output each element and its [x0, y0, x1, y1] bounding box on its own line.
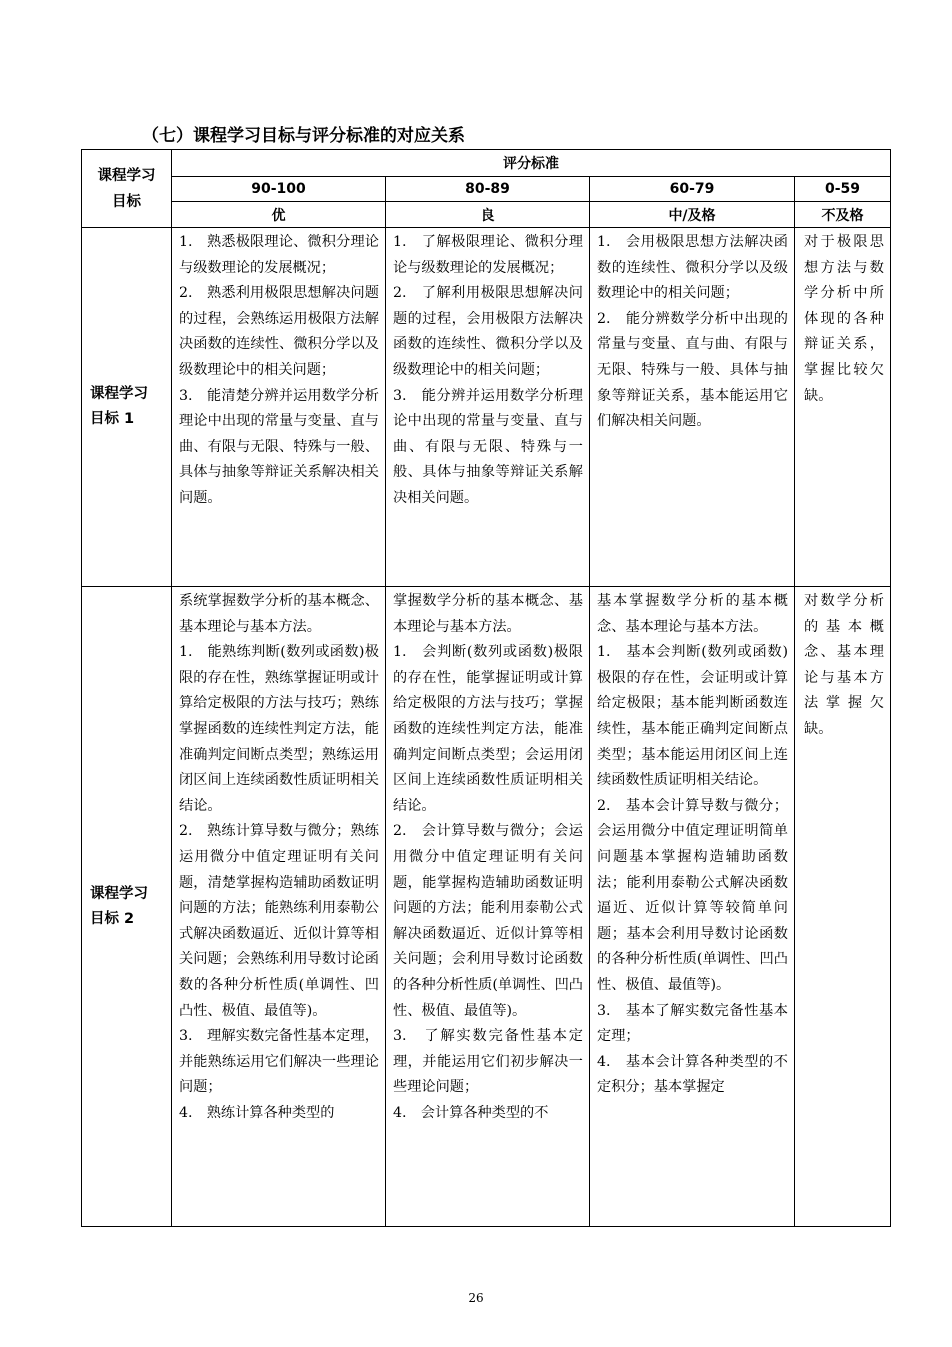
- good-cell: 掌握数学分析的基本概念、基本理论与基本方法。 1. 会判断(数列或函数)极限的存在性，能掌握证明或计算给定极限的方法与技巧；掌握函数的连续性判定方法，能准确判定间断点类型；会运用闭区间上连续函数性质证明相关结论。 2. 会计算导数与微分；会运用微分中值定理证明有关问题，能掌握构造辅助函数证明问题的方法；能利用泰勒公式解决函数逼近、近似计算等相关问题；会利用导数讨论函数的各种分析性质(单调性、凹凸性、极值、最值等)。 3. 了解实数完备性基本定理，并能运用它们初步解决一些理论问题； 4. 会计算各种类型的不: [386, 587, 590, 1227]
- grade-fail: 不及格: [795, 202, 891, 228]
- table-row: [82, 228, 891, 587]
- goal-column-header: 课程学习目标: [82, 150, 172, 228]
- goal-criteria-table: [81, 149, 891, 1227]
- fail-cell: 对数学分析的基本概念、基本理论与基本方法掌握欠缺。: [795, 587, 891, 1227]
- goal-label: 课程学习目标 2: [82, 587, 172, 1227]
- range-pass: 60-79: [590, 177, 795, 202]
- fail-cell: 对于极限思想方法与数学分析中所体现的各种辩证关系，掌握比较欠缺。: [795, 228, 891, 587]
- good-cell: 1. 了解极限理论、微积分理论与级数理论的发展概况； 2. 了解利用极限思想解决问题的过程，会用极限方法解决函数的连续性、微积分学以及级数理论中的相关问题； 3. 能分辨并运用数学分析理论中出现的常量与变量、直与曲、有限与无限、特殊与一般、具体与抽象等辩证关系解决相关问题。: [386, 228, 590, 587]
- grade-good: 良: [386, 202, 590, 228]
- pass-cell: 基本掌握数学分析的基本概念、基本理论与基本方法。 1. 基本会判断(数列或函数)极限的存在性，会证明或计算给定极限；基本能判断函数连续性，基本能正确判定间断点类型；基本能运用闭区间上连续函数性质证明相关结论。 2. 基本会计算导数与微分；会运用微分中值定理证明简单问题基本掌握构造辅助函数法；能利用泰勒公式解决函数逼近、近似计算等较简单问题；基本会利用导数讨论函数的各种分析性质(单调性、凹凸性、极值、最值等)。 3. 基本了解实数完备性基本定理； 4. 基本会计算各种类型的不定积分；基本掌握定: [590, 587, 795, 1227]
- range-fail: 0-59: [795, 177, 891, 202]
- excellent-cell: 系统掌握数学分析的基本概念、基本理论与基本方法。 1. 能熟练判断(数列或函数)极限的存在性，熟练掌握证明或计算给定极限的方法与技巧；熟练掌握函数的连续性判定方法，能准确判定间断点类型；熟练运用闭区间上连续函数性质证明相关结论。 2. 熟练计算导数与微分；熟练运用微分中值定理证明有关问题，清楚掌握构造辅助函数证明问题的方法；能熟练利用泰勒公式解决函数逼近、近似计算等相关问题；会熟练利用导数讨论函数的各种分析性质(单调性、凹凸性、极值、最值等)。 3. 理解实数完备性基本定理，并能熟练运用它们解决一些理论问题； 4. 熟练计算各种类型的: [172, 587, 386, 1227]
- excellent-cell: 1. 熟悉极限理论、微积分理论与级数理论的发展概况； 2. 熟悉利用极限思想解决问题的过程，会熟练运用极限方法解决函数的连续性、微积分学以及级数理论中的相关问题； 3. 能清楚分辨并运用数学分析理论中出现的常量与变量、直与曲、有限与无限、特殊与一般、具体与抽象等辩证关系解决相关问题。: [172, 228, 386, 587]
- grade-excellent: 优: [172, 202, 386, 228]
- range-good: 80-89: [386, 177, 590, 202]
- range-excellent: 90-100: [172, 177, 386, 202]
- table-row: [82, 587, 891, 1227]
- section-title: （七）课程学习目标与评分标准的对应关系: [142, 126, 465, 146]
- pass-cell: 1. 会用极限思想方法解决函数的连续性、微积分学以及级数理论中的相关问题； 2. 能分辨数学分析中出现的常量与变量、直与曲、有限与无限、特殊与一般、具体与抽象等辩证关系，基本能运用它们解决相关问题。: [590, 228, 795, 587]
- goal-label: 课程学习目标 1: [82, 228, 172, 587]
- page-number: 26: [468, 1291, 484, 1305]
- criteria-header: 评分标准: [172, 150, 891, 177]
- grade-pass: 中/及格: [590, 202, 795, 228]
